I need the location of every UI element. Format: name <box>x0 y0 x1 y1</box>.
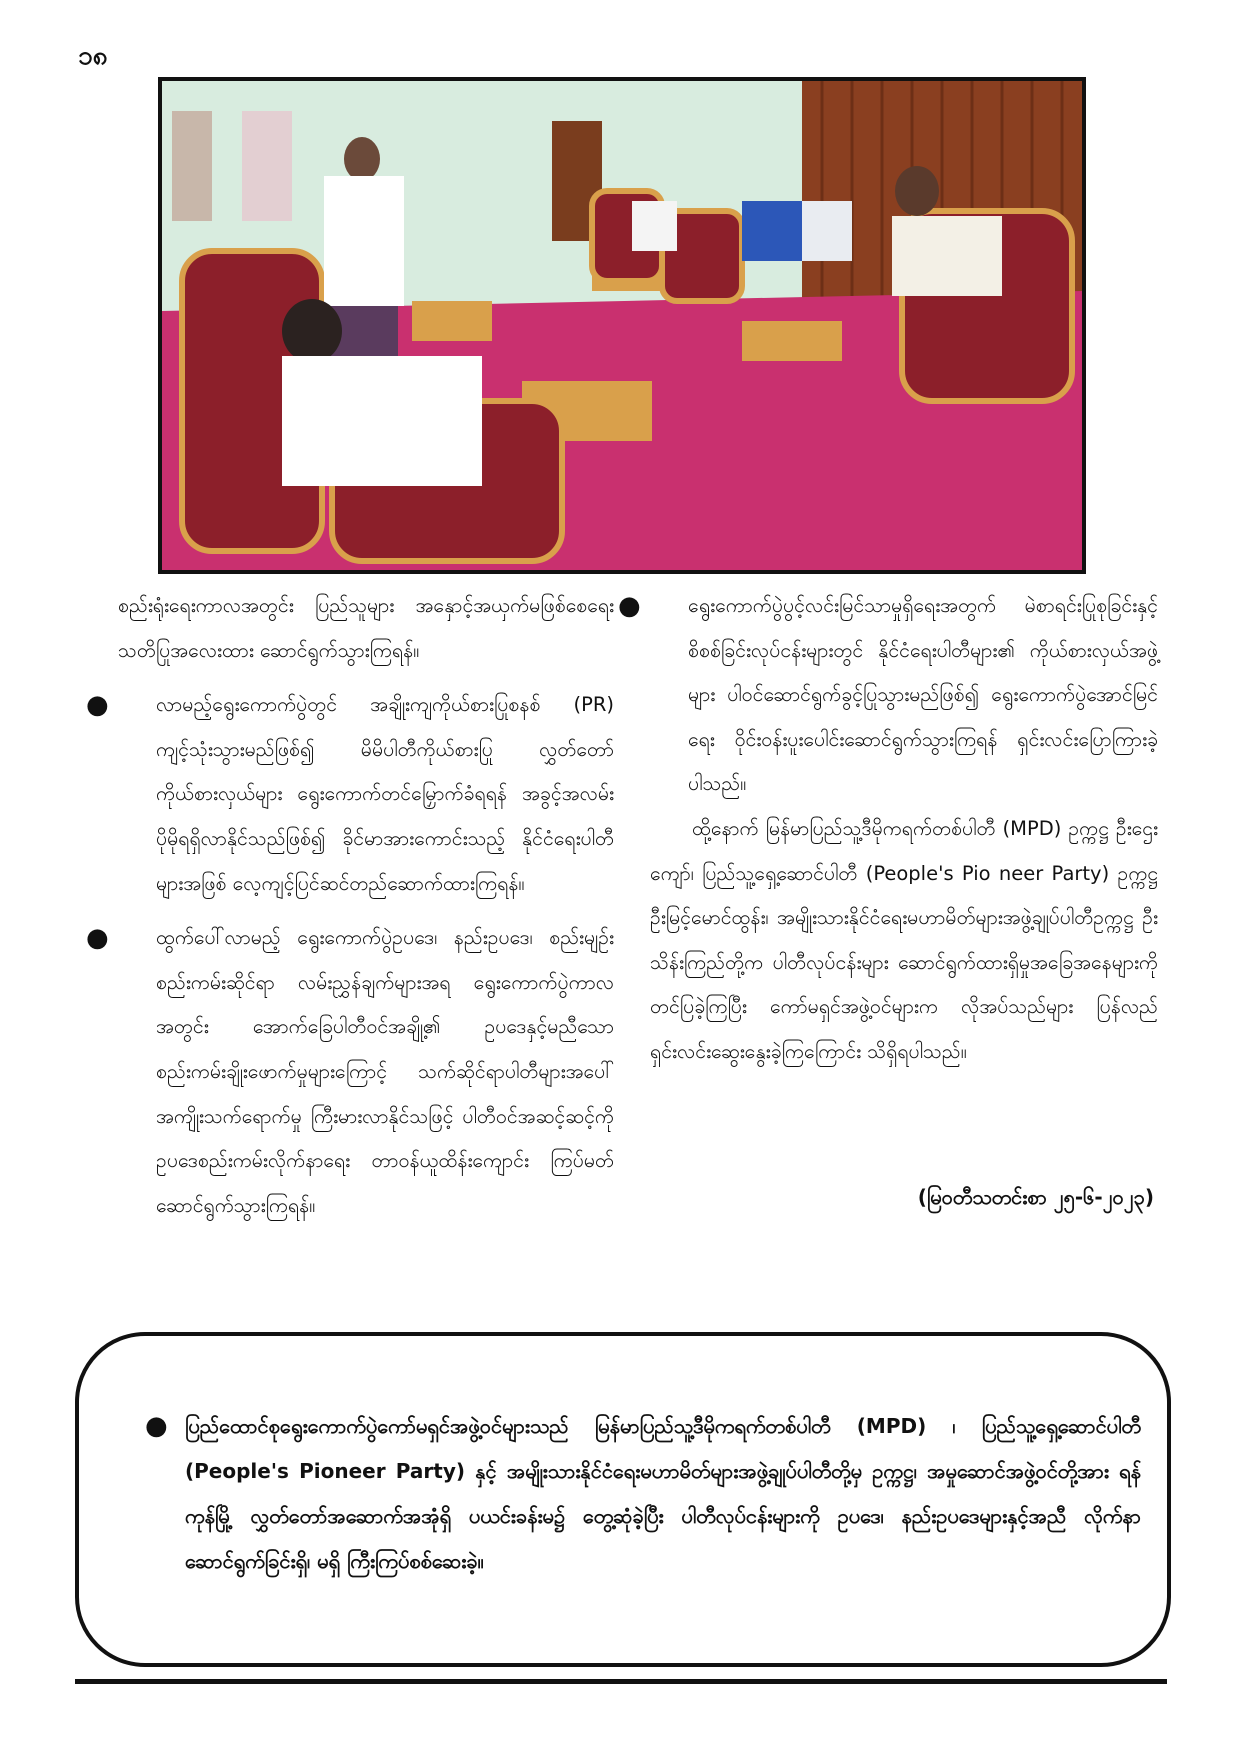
list-item <box>86 916 614 1228</box>
bullet-icon: ● <box>86 690 109 721</box>
right-column <box>618 584 1158 1075</box>
summary-text <box>141 1404 1141 1584</box>
source-citation: (မြဝတီသတင်းစာ ၂၅-၆-၂၀၂၃) <box>917 1185 1154 1209</box>
list-item-text: ရွေးကောက်ပွဲပွင့်လင်းမြင်သာမှုရှိရေးအတွက် မဲစာရင်းပြုစုခြင်းနှင့် စိစစ်ခြင်းလုပ်ငန်းများတွင် နိုင်ငံရေးပါတီများ၏ ကိုယ်စားလှယ်အဖွဲ့များ ပါဝင်ဆောင်ရွက်ခွင့်ပြုသွားမည်ဖြစ်၍ ရွေးကောက်ပွဲအောင်မြင်ရေး ဝိုင်းဝန်းပူးပေါင်းဆောင်ရွက်သွားကြရန် ရှင်းလင်းပြောကြားခဲ့ပါသည်။ <box>688 594 1158 796</box>
list-item-text: လာမည့်ရွေးကောက်ပွဲတွင် အချိုးကျကိုယ်စားပြုစနစ် (PR) ကျင့်သုံးသွားမည်ဖြစ်၍ မိမိပါတီကိုယ်စားပြု လွှတ်တော်ကိုယ်စားလှယ်များ ရွေးကောက်တင်မြှောက်ခံရရန် အခွင့်အလမ်းပိုမိုရရှိလာနိုင်သည်ဖြစ်၍ ခိုင်မာအားကောင်းသည့် နိုင်ငံရေးပါတီများအဖြစ် လေ့ကျင့်ပြင်ဆင်တည်ဆောက်ထားကြရန်။ <box>156 693 614 895</box>
footer-divider <box>75 1679 1167 1684</box>
list-item <box>86 683 614 906</box>
list-item <box>618 584 1158 807</box>
page-number: ၁၈ <box>78 41 108 71</box>
list-item-text: ထွက်ပေါ်လာမည့် ရွေးကောက်ပွဲဥပဒေ၊ နည်းဥပဒေ၊ စည်းမျဉ်းစည်းကမ်းဆိုင်ရာ လမ်းညွှန်ချက်များအရ ရွေးကောက်ပွဲကာလအတွင်း အောက်ခြေပါတီဝင်အချို့၏ ဥပဒေနှင့်မညီသော စည်းကမ်းချိုးဖောက်မှုများကြောင့် သက်ဆိုင်ရာပါတီများအပေါ် အကျိုးသက်ရောက်မှု ကြီးမားလာနိုင်သဖြင့် ပါတီဝင်အဆင့်ဆင့်ကို ဥပဒေစည်းကမ်းလိုက်နာရေး တာဝန်ယူထိန်းကျောင်း ကြပ်မတ်ဆောင်ရွက်သွားကြရန်။ <box>156 926 614 1217</box>
meeting-room-illustration <box>162 81 1082 570</box>
body-paragraph: ထို့နောက် မြန်မာပြည်သူ့ဒီမိုကရက်တစ်ပါတီ (MPD) ဥက္ကဋ္ဌ ဦးဌေးကျော်၊ ပြည်သူ့ရှေ့ဆောင်ပါတီ (People's Pio neer Party) ဥက္ကဋ္ဌ ဦးမြင့်မောင်ထွန်း၊ အမျိုးသားနိုင်ငံရေးမဟာမိတ်များအဖွဲ့ချုပ်ပါတီဥက္ကဋ္ဌ ဦးသိန်းကြည်တို့က ပါတီလုပ်ငန်းများ ဆောင်ရွက်ထားရှိမှုအခြေအနေများကို တင်ပြခဲ့ကြပြီး ကော်မရှင်အဖွဲ့ဝင်များက လိုအပ်သည်များ ပြန်လည်ရှင်းလင်းဆွေးနွေးခဲ့ကြကြောင်း သိရှိရပါသည်။ <box>650 816 1158 1063</box>
meeting-photo <box>158 77 1086 574</box>
left-intro-paragraph: စည်းရုံးရေးကာလအတွင်း ပြည်သူများ အနှောင့်အယှက်မဖြစ်စေရေး သတိပြုအလေးထား ဆောင်ရွက်သွားကြရန်။ <box>118 594 614 662</box>
summary-text-content: ပြည်ထောင်စုရွေးကောက်ပွဲကော်မရှင်အဖွဲ့ဝင်များသည် မြန်မာပြည်သူ့ဒီမိုကရက်တစ်ပါတီ (MPD) ၊ ပြည်သူ့ရှေ့ဆောင်ပါတီ (People's Pioneer Party) နှင့် အမျိုးသားနိုင်ငံရေးမဟာမိတ်များအဖွဲ့ချုပ်ပါတီတို့မှ ဥက္ကဋ္ဌ၊ အမှုဆောင်အဖွဲ့ဝင်တို့အား ရန်ကုန်မြို့ လွှတ်တော်အဆောက်အအုံရှိ ပယင်းခန်းမ၌ တွေ့ဆုံခဲ့ပြီး ပါတီလုပ်ငန်းများကို ဥပဒေ၊ နည်းဥပဒေများနှင့်အညီ လိုက်နာဆောင်ရွက်ခြင်းရှိ၊ မရှိ ကြီးကြပ်စစ်ဆေးခဲ့။ <box>185 1414 1141 1573</box>
left-column <box>86 584 614 1228</box>
bullet-icon: ● <box>618 591 641 621</box>
bullet-icon: ● <box>145 1411 168 1441</box>
summary-box <box>75 1332 1171 1667</box>
bullet-icon: ● <box>86 923 109 954</box>
